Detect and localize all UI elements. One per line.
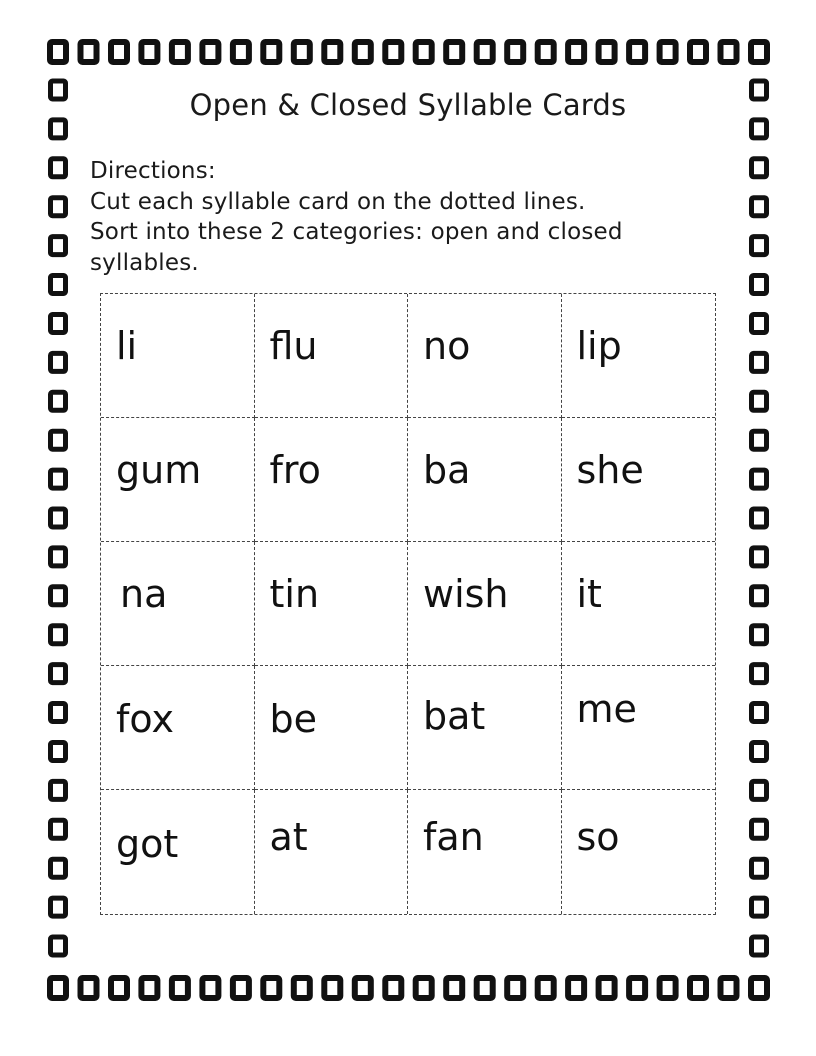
square-frame-icon [355,42,371,62]
square-frame-icon [752,315,767,333]
square-frame-icon [660,978,676,998]
square-frame-icon [263,978,279,998]
square-frame-icon [690,42,706,62]
syllable-text: me [576,687,637,731]
square-frame-icon [51,353,66,371]
square-frame-icon [172,42,188,62]
square-frame-icon [752,276,767,294]
square-frame-icon [752,159,767,177]
syllable-text: be [269,697,317,741]
directions-line-2: Sort into these 2 categories: open and closed [90,219,623,245]
syllable-card [562,418,716,542]
square-frame-icon [51,120,66,138]
syllable-card [101,542,255,666]
syllable-card [101,666,255,790]
square-frame-icon [51,548,66,566]
syllable-card [408,542,562,666]
square-frame-icon [81,42,97,62]
square-frame-icon [141,42,157,62]
square-frame-icon [355,978,371,998]
syllable-text: so [576,815,620,859]
syllable-text: flu [269,324,318,368]
square-frame-icon [751,42,767,62]
syllable-text: wish [423,572,509,616]
square-frame-icon [568,978,584,998]
square-frame-icon [51,315,66,333]
square-frame-icon [111,42,127,62]
square-frame-icon [752,548,767,566]
square-frame-icon [111,978,127,998]
square-frame-icon [51,665,66,683]
square-frame-icon [538,42,554,62]
square-frame-icon [752,353,767,371]
syllable-card [408,418,562,542]
square-frame-icon [446,42,462,62]
square-frame-icon [51,937,66,955]
directions-line-3: syllables. [90,249,199,276]
syllable-text: fro [269,448,321,492]
syllable-text: tin [269,572,320,616]
syllable-card [101,294,255,418]
square-frame-icon [629,978,645,998]
syllable-text: it [576,572,602,616]
syllable-card [562,666,716,790]
syllable-card [408,790,562,914]
square-frame-icon [51,743,66,761]
square-frame-icon [752,509,767,527]
syllable-card [562,790,716,914]
syllable-text: ba [423,448,471,492]
square-frame-icon [51,159,66,177]
square-frame-icon [416,978,432,998]
page-title: Open & Closed Syllable Cards [189,88,627,122]
square-frame-icon [690,978,706,998]
square-frame-icon [752,859,767,877]
square-frame-icon [477,978,493,998]
syllable-text: lip [576,324,622,368]
syllable-card [101,790,255,914]
square-frame-icon [233,978,249,998]
square-frame-icon [294,42,310,62]
square-frame-icon [751,978,767,998]
square-frame-icon [660,42,676,62]
syllable-card [255,790,409,914]
syllable-card [562,542,716,666]
square-frame-icon [599,42,615,62]
syllable-card [255,542,409,666]
square-frame-icon [752,237,767,255]
square-frame-icon [294,978,310,998]
square-frame-icon [51,198,66,216]
square-frame-icon [752,392,767,410]
syllable-text: li [116,324,138,368]
square-frame-icon [50,978,66,998]
square-frame-icon [721,42,737,62]
square-frame-icon [752,120,767,138]
syllable-text: she [576,448,644,492]
square-frame-icon [51,898,66,916]
square-frame-icon [752,781,767,799]
square-frame-icon [51,781,66,799]
square-frame-icon [51,820,66,838]
syllable-text: na [120,572,168,616]
square-frame-icon [51,509,66,527]
square-frame-icon [81,978,97,998]
square-frame-icon [50,42,66,62]
square-frame-icon [324,978,340,998]
square-frame-icon [51,276,66,294]
square-frame-icon [51,859,66,877]
square-frame-icon [51,626,66,644]
square-frame-icon [629,42,645,62]
square-frame-icon [752,198,767,216]
square-frame-icon [752,898,767,916]
syllable-text: got [116,822,179,866]
syllable-text: bat [423,694,486,738]
syllable-card-grid [100,293,716,915]
square-frame-icon [51,392,66,410]
square-frame-icon [752,820,767,838]
square-frame-icon [51,470,66,488]
syllable-card [255,294,409,418]
syllable-text: no [423,324,471,368]
directions-heading: Directions: [90,158,216,184]
square-frame-icon [141,978,157,998]
square-frame-icon [568,42,584,62]
square-frame-icon [51,704,66,722]
square-frame-icon [752,587,767,605]
square-frame-icon [752,937,767,955]
syllable-text: fox [116,697,174,741]
syllable-text: fan [423,815,484,859]
square-frame-icon [507,978,523,998]
square-frame-icon [507,42,523,62]
syllable-card [562,294,716,418]
syllable-card [255,418,409,542]
square-frame-icon [385,42,401,62]
square-frame-icon [51,237,66,255]
square-frame-icon [202,42,218,62]
syllable-card [101,418,255,542]
square-frame-icon [202,978,218,998]
square-frame-icon [51,431,66,449]
syllable-text: gum [116,448,202,492]
syllable-card [408,294,562,418]
square-frame-icon [721,978,737,998]
directions-line-1: Cut each syllable card on the dotted lines. [90,188,586,215]
square-frame-icon [416,42,432,62]
syllable-card [408,666,562,790]
square-frame-icon [51,587,66,605]
square-frame-icon [385,978,401,998]
square-frame-icon [752,626,767,644]
square-frame-icon [477,42,493,62]
syllable-card [255,666,409,790]
square-frame-icon [263,42,279,62]
square-frame-icon [752,470,767,488]
square-frame-icon [752,743,767,761]
square-frame-icon [752,704,767,722]
square-frame-icon [752,431,767,449]
square-frame-icon [324,42,340,62]
square-frame-icon [233,42,249,62]
square-frame-icon [446,978,462,998]
directions [90,156,730,278]
square-frame-icon [172,978,188,998]
square-frame-icon [538,978,554,998]
syllable-text: at [269,815,308,859]
square-frame-icon [752,665,767,683]
square-frame-icon [599,978,615,998]
